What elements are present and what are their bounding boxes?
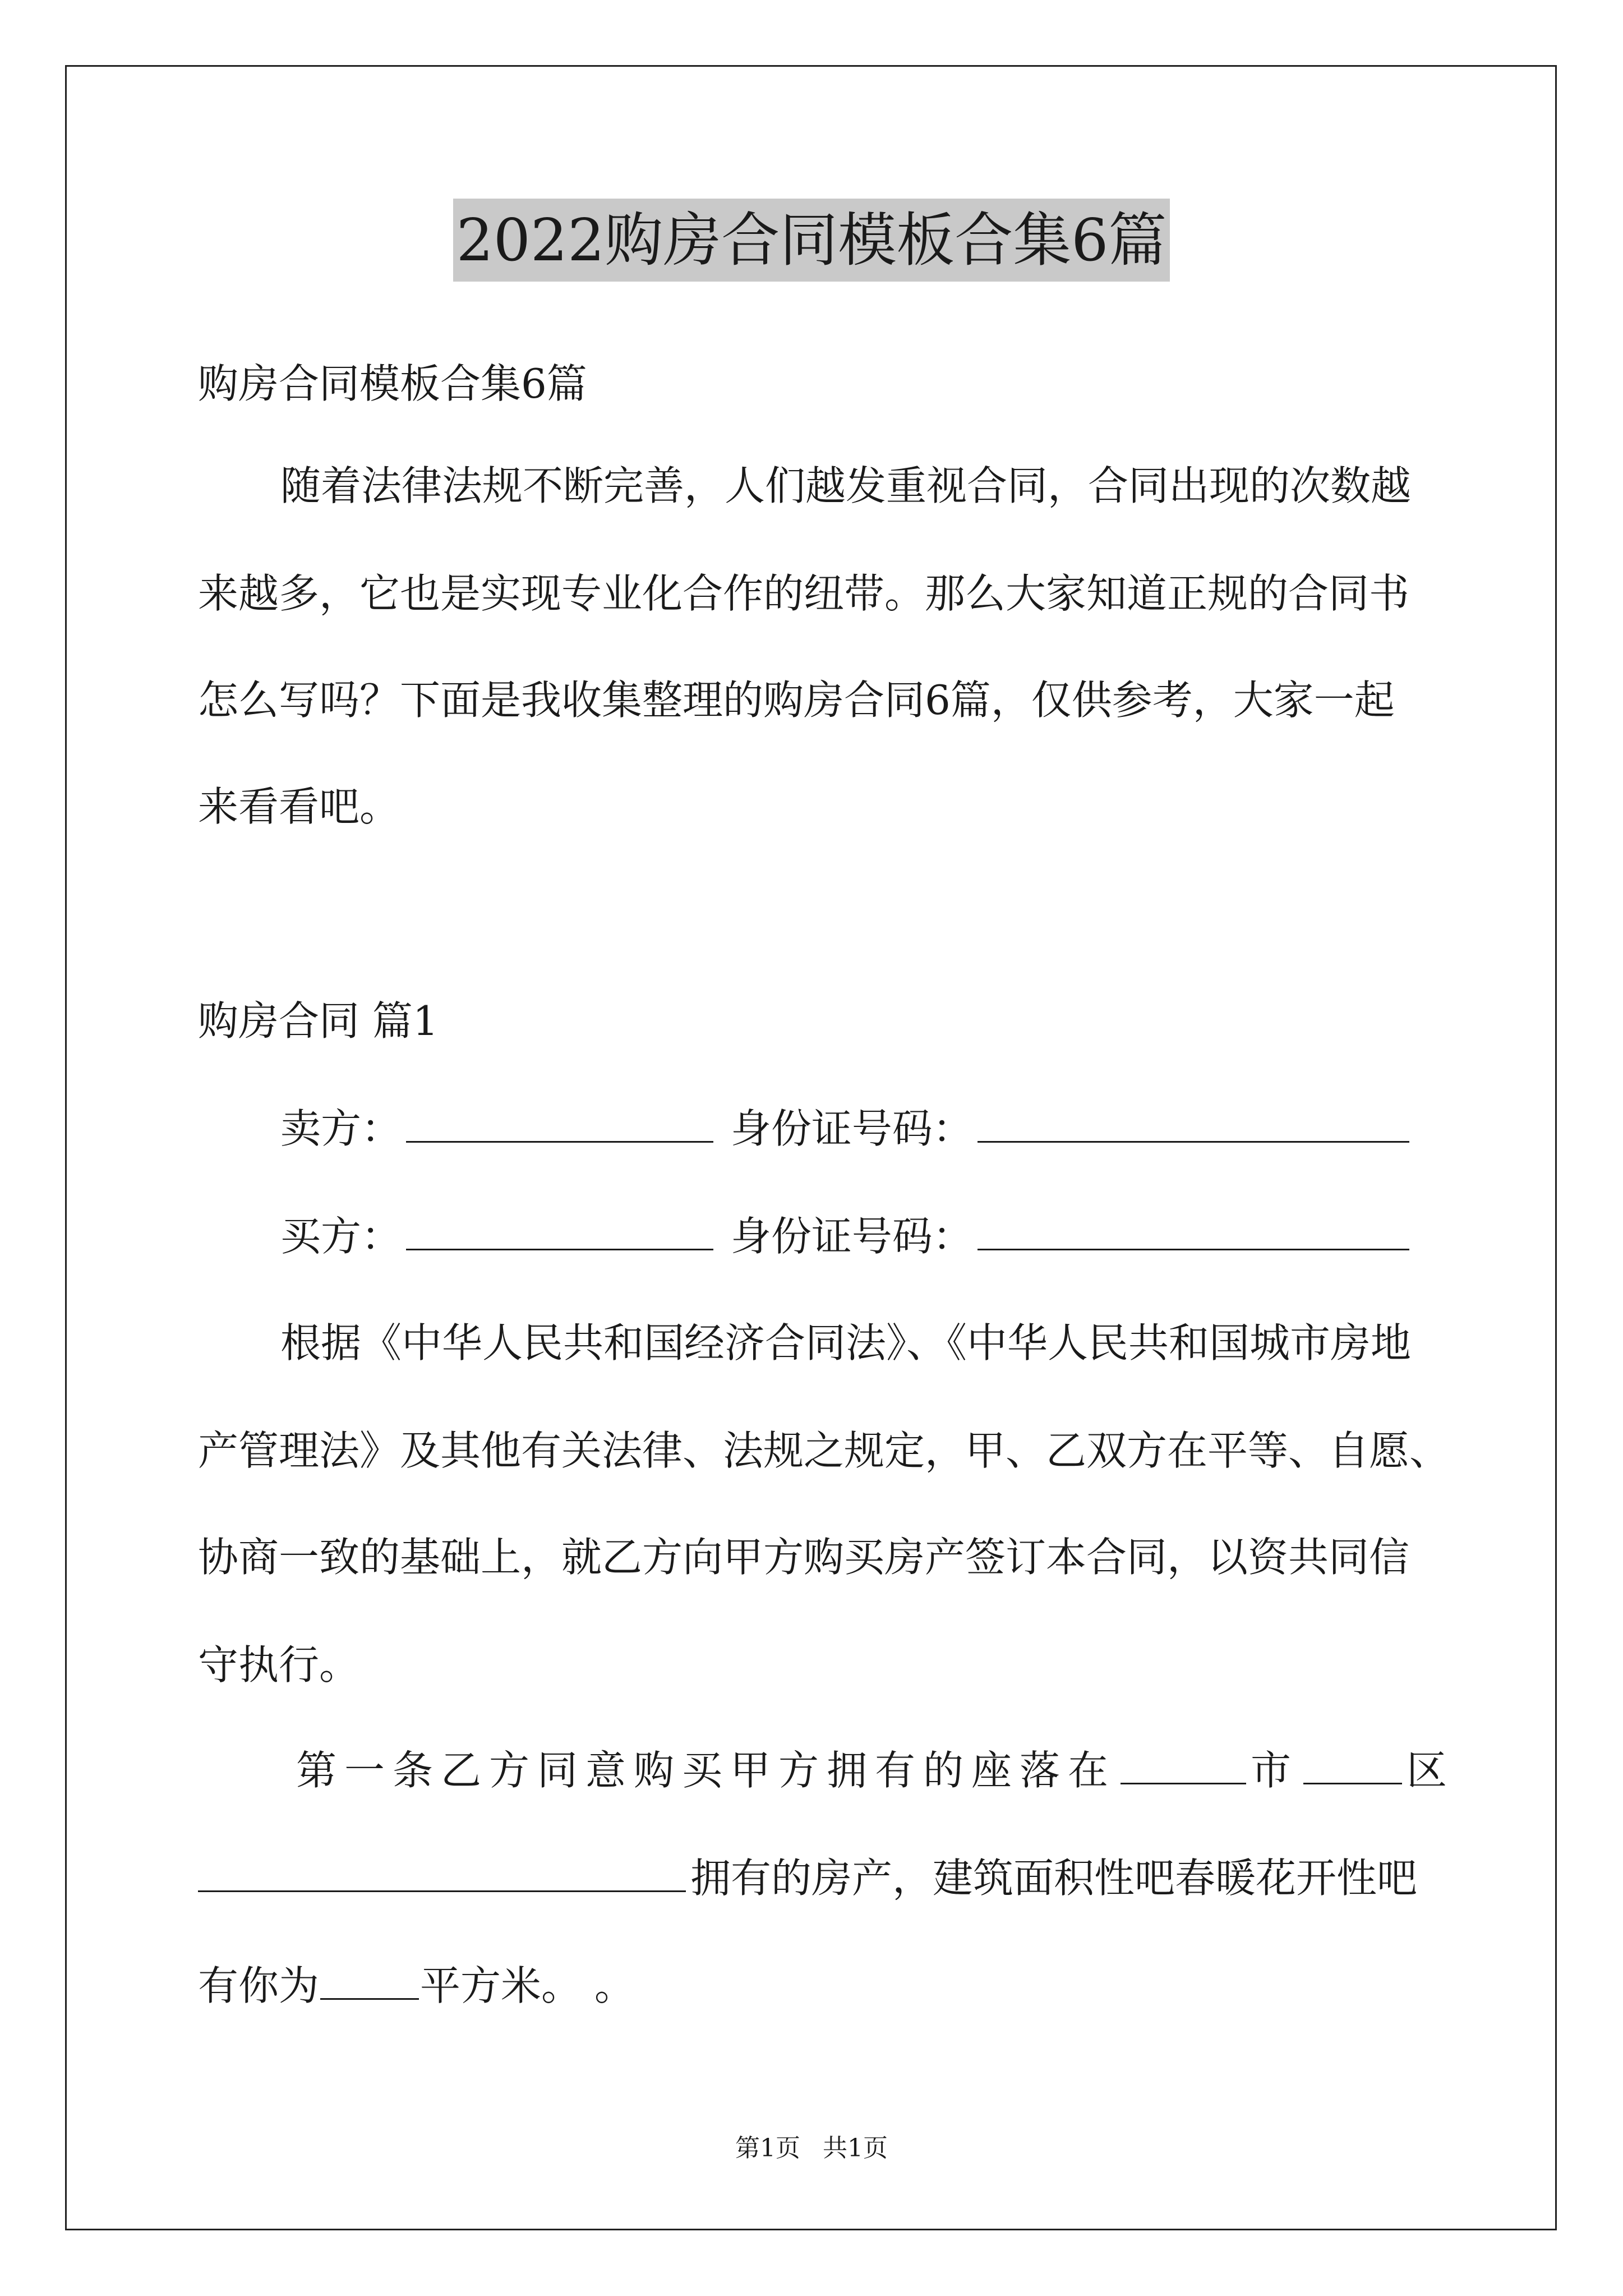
intro-line-3: 怎么写吗？下面是我收集整理的购房合同6篇，仅供参考，大家一起 (198, 677, 1395, 724)
page-total: 共1页 (823, 2134, 888, 2162)
clause1-text-c1: 有你为 (198, 1962, 320, 2009)
clause1-district: 区 (1407, 1747, 1455, 1794)
seller-id-label: 身份证号码： (730, 1105, 973, 1152)
page-footer (0, 2132, 1623, 2165)
buyer-id-label: 身份证号码： (730, 1213, 973, 1260)
seller-blank (406, 1102, 713, 1143)
para2-line-2: 产管理法》及其他有关法律、法规之规定，甲、乙双方在平等、自愿、 (198, 1427, 1450, 1474)
seller-label: 卖方： (280, 1105, 402, 1152)
clause1-line-3 (198, 1959, 635, 2013)
document-title-wrap (0, 199, 1623, 282)
clause1-text-b: 拥有的房产，建筑面积性吧春暖花开性吧 (690, 1855, 1418, 1902)
section-heading: 购房合同 篇1 (198, 997, 439, 1045)
buyer-blank (406, 1209, 713, 1250)
intro-line-2: 来越多，它也是实现专业化合作的纽带。那么大家知道正规的合同书 (198, 570, 1410, 617)
buyer-label: 买方： (280, 1213, 402, 1260)
clause1-text-c2: 平方米。 。 (420, 1962, 635, 2009)
para2-line-4: 守执行。 (198, 1641, 360, 1688)
intro-line-1: 随着法律法规不断完善，人们越发重视合同，合同出现的次数越 (280, 462, 1412, 509)
para2-line-3: 协商一致的基础上，就乙方向甲方购买房产签订本合同，以资共同信 (198, 1534, 1410, 1581)
district-blank (1303, 1743, 1402, 1784)
buyer-row (280, 1209, 1414, 1263)
page-number: 第1页 (735, 2134, 800, 2162)
location-blank (198, 1851, 686, 1892)
clause1-line-2 (198, 1851, 1417, 1905)
buyer-id-blank (978, 1209, 1409, 1250)
city-blank (1121, 1743, 1246, 1784)
clause1-line-1 (296, 1743, 1455, 1797)
seller-row (280, 1102, 1414, 1156)
intro-line-4: 来看看吧。 (198, 783, 400, 830)
document-title: 2022购房合同模板合集6篇 (453, 199, 1170, 282)
area-blank (320, 1959, 419, 2000)
seller-id-blank (978, 1102, 1409, 1143)
subtitle: 购房合同模板合集6篇 (198, 360, 587, 407)
clause1-city: 市 (1251, 1747, 1299, 1794)
para2-line-1: 根据《中华人民共和国经济合同法》、《中华人民共和国城市房地 (280, 1319, 1412, 1366)
clause1-text-a: 第一条乙方同意购买甲方拥有的座落在 (296, 1747, 1117, 1794)
